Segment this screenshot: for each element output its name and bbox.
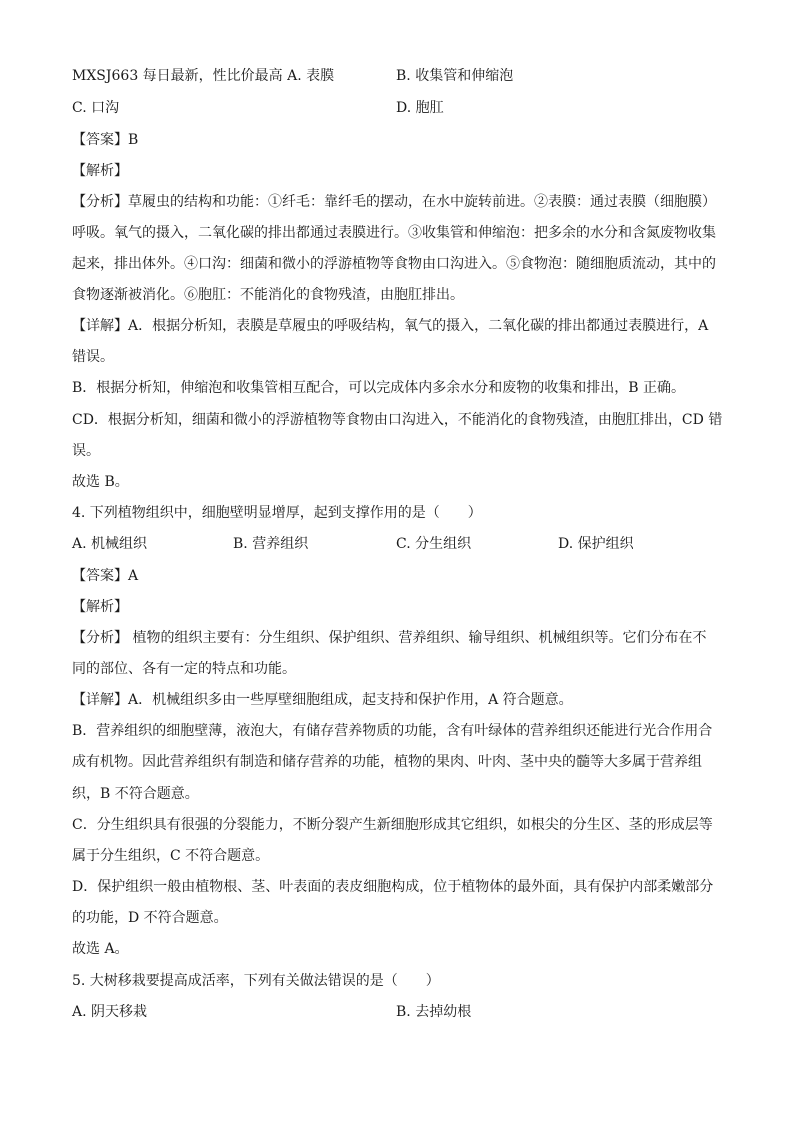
- q3-analysis-heading: 【解析】: [72, 163, 128, 179]
- q4-conclusion: 故选 A。: [72, 941, 129, 957]
- q3-option-c: C. 口沟: [72, 100, 120, 116]
- q4-explanation-line: 织，B 不符合题意。: [72, 786, 199, 802]
- q3-detail-line: 错误。: [72, 349, 114, 365]
- q4-explanation-line: 同的部位、各有一定的特点和功能。: [72, 661, 296, 677]
- q4-option-a: A. 机械组织: [72, 536, 148, 552]
- q5-stem: 5. 大树移栽要提高成活率，下列有关做法错误的是（ ）: [72, 973, 440, 989]
- q4-option-c: C. 分生组织: [396, 536, 472, 552]
- q3-analysis-line: 起来，排出体外。④口沟：细菌和微小的浮游植物等食物由口沟进入。⑤食物泡：随细胞质流动，其中的: [72, 256, 716, 272]
- q4-explanation-line: 【分析】 植物的组织主要有：分生组织、保护组织、营养组织、输导组织、机械组织等。它们分布在不: [72, 630, 707, 646]
- q4-explanation-line: B．营养组织的细胞壁薄，液泡大，有储存营养物质的功能，含有叶绿体的营养组织还能进行光合作用合: [72, 723, 713, 739]
- q5-option-b: B. 去掉幼根: [396, 1004, 472, 1020]
- q4-answer: 【答案】A: [72, 568, 139, 584]
- q3-detail-line: CD．根据分析知，细菌和微小的浮游植物等食物由口沟进入，不能消化的食物残渣，由胞肛排出，CD 错: [72, 412, 723, 428]
- q4-explanation-line: 属于分生组织，C 不符合题意。: [72, 848, 270, 864]
- q3-option-a: A. 表膜: [287, 68, 335, 84]
- q3-detail-line: 【详解】A．根据分析知，表膜是草履虫的呼吸结构，氧气的摄入，二氧化碳的排出都通过表膜进行，A: [72, 318, 709, 334]
- q4-stem: 4. 下列植物组织中，细胞壁明显增厚，起到支撑作用的是（ ）: [72, 505, 482, 521]
- q4-analysis-heading: 【解析】: [72, 599, 128, 615]
- q4-explanation-line: 的功能，D 不符合题意。: [72, 910, 228, 926]
- q4-explanation-line: C．分生组织具有很强的分裂能力，不断分裂产生新细胞形成其它组织，如根尖的分生区、茎的形成层等: [72, 817, 713, 833]
- q3-option-row-1: [72, 66, 334, 86]
- q3-detail-line: B．根据分析知，伸缩泡和收集管相互配合，可以完成体内多余水分和废物的收集和排出，B 正确。: [72, 380, 686, 396]
- q4-option-b: B. 营养组织: [233, 536, 309, 552]
- q4-explanation-line: D．保护组织一般由植物根、茎、叶表面的表皮细胞构成，位于植物体的最外面，具有保护内部柔嫩部分: [72, 879, 714, 895]
- q3-option-d: D. 胞肛: [396, 100, 444, 116]
- q4-option-d: D. 保护组织: [558, 536, 634, 552]
- q4-explanation-line: 成有机物。因此营养组织有制造和储存营养的功能，植物的果肉、叶肉、茎中央的髓等大多属于营养组: [72, 754, 702, 770]
- q5-option-a: A. 阴天移栽: [72, 1004, 148, 1020]
- q3-analysis-line: 食物逐渐被消化。⑥胞肛：不能消化的食物残渣，由胞肛排出。: [72, 287, 464, 303]
- q4-explanation-line: 【详解】A．机械组织多由一些厚壁细胞组成，起支持和保护作用，A 符合题意。: [72, 692, 573, 708]
- q3-analysis-line: 呼吸。氧气的摄入，二氧化碳的排出都通过表膜进行。③收集管和伸缩泡：把多余的水分和含氮废物收集: [72, 225, 716, 241]
- q3-analysis-line: 【分析】草履虫的结构和功能：①纤毛：靠纤毛的摆动，在水中旋转前进。②表膜：通过表膜（细胞膜）: [72, 194, 716, 210]
- q3-option-b: B. 收集管和伸缩泡: [396, 68, 514, 84]
- q3-conclusion: 故选 B。: [72, 474, 129, 490]
- q3-detail-line: 误。: [72, 443, 100, 459]
- q3-prefix-text: MXSJ663 每日最新，性比价最高: [72, 68, 283, 84]
- q3-answer: 【答案】B: [72, 132, 139, 148]
